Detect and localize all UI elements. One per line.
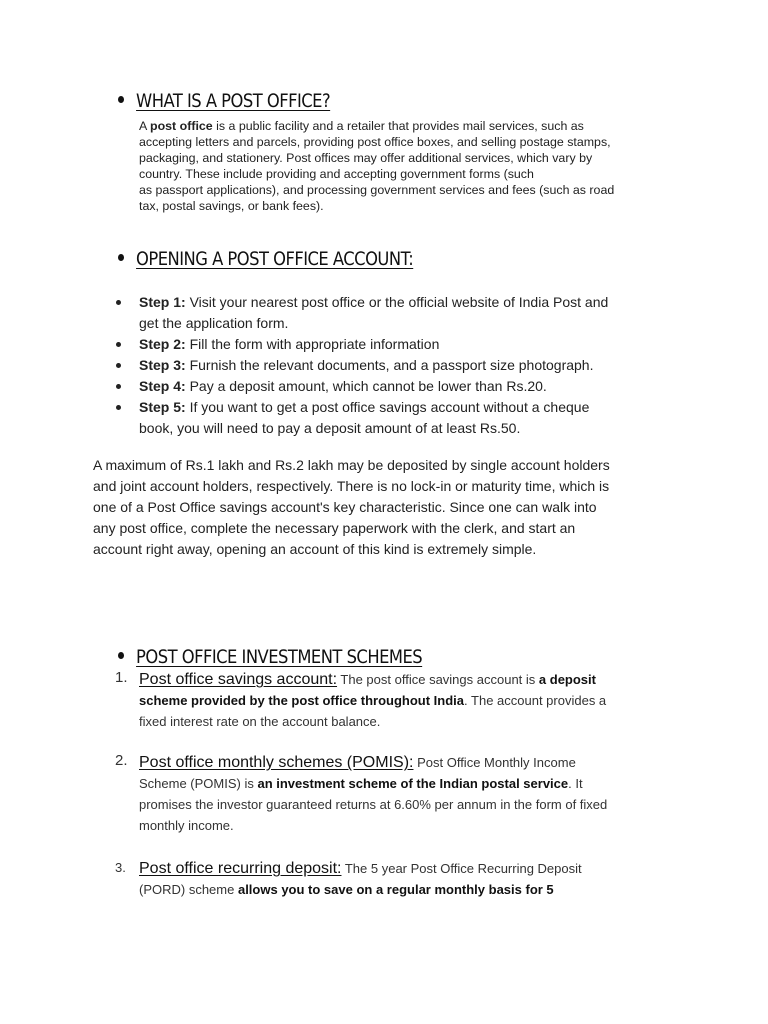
scheme-title: Post office savings account:	[139, 671, 338, 688]
bullet-icon	[116, 300, 121, 305]
bullet-icon	[116, 342, 121, 347]
scheme-item-monthly: 2. Post office monthly schemes (POMIS): Post Office Monthly Income Scheme (POMIS) is an investment scheme of the Indian postal service. It promises the investor guaranteed returns at 6.60% per annum in the form of fixed monthly income.	[115, 752, 608, 833]
bullet-icon	[116, 384, 121, 389]
list-number: 2.	[115, 752, 128, 769]
deposit-paragraph	[93, 455, 683, 560]
bullet-icon	[116, 405, 121, 410]
bullet-icon	[118, 96, 124, 103]
list-item: Step 1: Visit your nearest post office or the official website of India Post and get the application form.	[114, 292, 674, 334]
list-item: Step 5: If you want to get a post office savings account without a cheque book, you will need to pay a deposit amount of at least Rs.50.	[114, 397, 674, 439]
list-item: Step 4: Pay a deposit amount, which cannot be lower than Rs.20.	[114, 376, 674, 397]
steps-list	[114, 292, 674, 439]
paragraph-line: account right away, opening an account of this kind is extremely simple.	[93, 541, 537, 557]
scheme-item-savings: 1. Post office savings account: The post office savings account is a deposit scheme provided by the post office throughout India. The account provides a fixed interest rate on the account balance.	[115, 669, 607, 729]
paragraph-line: one of a Post Office savings account's key characteristic. Since one can walk into	[93, 499, 597, 515]
intro-line: accepting letters and parcels, providing post office boxes, and selling postage stamps,	[139, 135, 611, 149]
scheme-item-recurring: 3. Post office recurring deposit: The 5 year Post Office Recurring Deposit (PORD) scheme allows you to save on a regular monthly basis for 5	[115, 860, 582, 897]
list-number: 3.	[115, 860, 126, 875]
intro-line: as passport applications), and processing government services and fees (such as road	[139, 183, 615, 197]
paragraph-line: and joint account holders, respectively. There is no lock-in or maturity time, which is	[93, 478, 610, 494]
bullet-icon	[118, 254, 124, 261]
intro-line: tax, postal savings, or bank fees).	[139, 199, 324, 213]
intro-line: packaging, and stationery. Post offices may offer additional services, which vary by	[139, 151, 593, 165]
scheme-title: Post office recurring deposit:	[139, 860, 342, 877]
paragraph-line: any post office, complete the necessary paperwork with the clerk, and start an	[93, 520, 576, 536]
heading-opening-account: OPENING A POST OFFICE ACCOUNT:	[118, 248, 413, 270]
list-item: Step 2: Fill the form with appropriate information	[114, 334, 674, 355]
bullet-icon	[118, 652, 124, 659]
intro-paragraph	[139, 118, 669, 214]
intro-line: country. These include providing and accepting government forms (such	[139, 167, 534, 181]
bullet-icon	[116, 363, 121, 368]
scheme-title: Post office monthly schemes (POMIS):	[139, 754, 414, 771]
paragraph-line: A maximum of Rs.1 lakh and Rs.2 lakh may be deposited by single account holders	[93, 457, 610, 473]
heading-what-is-post-office: WHAT IS A POST OFFICE?	[118, 90, 330, 112]
list-number: 1.	[115, 669, 128, 686]
heading-investment-schemes: POST OFFICE INVESTMENT SCHEMES	[118, 646, 422, 668]
intro-line: A post office is a public facility and a retailer that provides mail services, such as	[139, 119, 584, 133]
list-item: Step 3: Furnish the relevant documents, and a passport size photograph.	[114, 355, 674, 376]
